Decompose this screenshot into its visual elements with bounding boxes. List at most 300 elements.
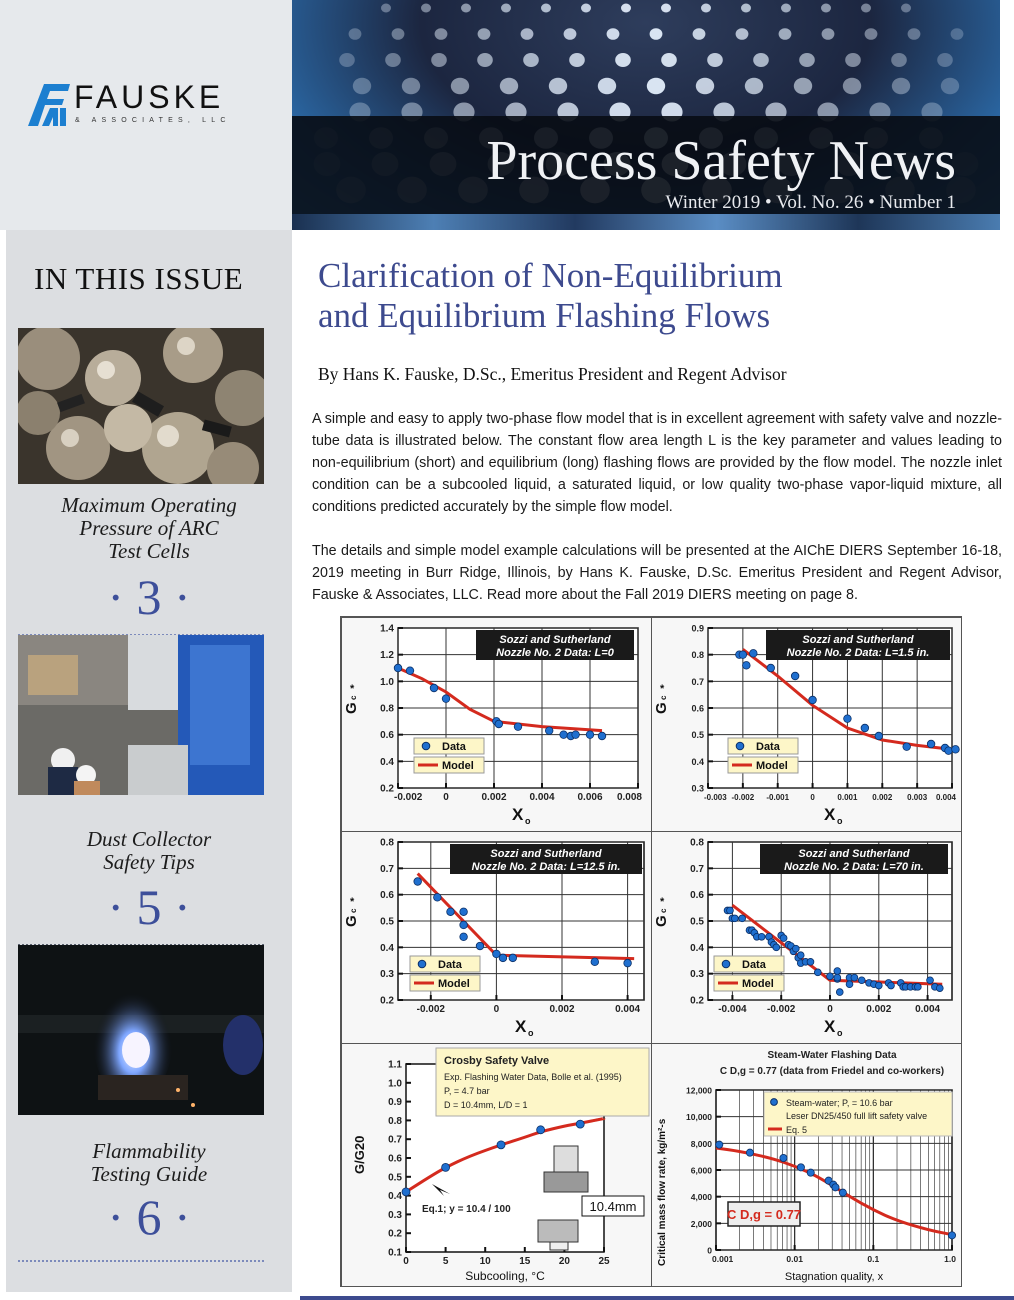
data-point (875, 982, 882, 989)
y-tick-label: 0.4 (388, 1191, 402, 1203)
data-point (739, 915, 746, 922)
banner-dot (385, 53, 401, 67)
x-tick-label: -0.002 (767, 1004, 796, 1015)
legend-title: Crosby Safety Valve (444, 1055, 550, 1067)
legend-line: Exp. Flashing Water Data, Bolle et al. (1995) (444, 1072, 622, 1082)
y-axis-label-sub: c (349, 908, 358, 913)
x-axis-label: X (512, 805, 524, 824)
chart-title-line: Nozzle No. 2 Data: L=1.5 in. (786, 647, 930, 659)
x-axis-label: X (515, 1017, 527, 1036)
data-point (545, 727, 553, 735)
arc-test-cells-photo[interactable] (18, 328, 264, 484)
y-tick-label: 0 (707, 1245, 712, 1256)
banner-dot (707, 53, 723, 67)
chart-title-line: C D,g = 0.77 (data from Friedel and co-workers) (719, 1066, 945, 1077)
story-title-line: Dust Collector (86, 827, 212, 851)
story-title-line: Pressure of ARC (79, 516, 219, 540)
x-tick-label: -0.004 (718, 1004, 747, 1015)
data-point (560, 731, 568, 739)
y-tick-label: 0.7 (691, 676, 704, 687)
data-point (442, 1163, 450, 1171)
y-tick-label: 0.2 (380, 995, 394, 1007)
banner-dot (661, 4, 671, 13)
story-title-dust[interactable] (6, 828, 292, 874)
x-tick-label: -0.002 (731, 793, 755, 802)
y-tick-label: 0.2 (380, 783, 394, 795)
data-point (394, 664, 402, 672)
banner-dot (477, 53, 493, 67)
article-title (318, 256, 783, 336)
banner-dot (353, 78, 371, 95)
y-tick-label: 1.1 (388, 1059, 402, 1071)
story-title-line: Test Cells (108, 539, 190, 563)
data-point (952, 746, 960, 754)
banner-dot (431, 53, 447, 67)
y-tick-label: 0.8 (691, 650, 704, 661)
banner-dot (779, 28, 792, 40)
data-point (731, 915, 738, 922)
valve-drawing-seat (538, 1220, 578, 1242)
article-paragraph: A simple and easy to apply two-phase flow model that is in excellent agreement with safety valve and nozzle-tube data is illustrated below. The constant flow area length L is the key parameter and values leading to non-equilibrium (short) and equilibrium (long) flashing flows are provided by the flow model. The nozzle inlet condition can be a subcooled liquid, a saturated liquid, or low quality two-phase vapor-liquid mixture, all conditions predicted accurately by the simple flow model. (312, 411, 1002, 515)
figure-grid (340, 616, 962, 1287)
legend-label: Data (442, 741, 466, 753)
data-point (936, 985, 943, 992)
masthead-banner (292, 0, 1000, 230)
logo-name: FAUSKE (74, 79, 225, 115)
banner-dot (349, 28, 362, 40)
banner-dot (901, 4, 911, 13)
data-point (758, 933, 765, 940)
banner-dot (794, 78, 812, 95)
chart-title-line: Sozzi and Sutherland (802, 634, 914, 646)
chart-steam (652, 1044, 961, 1286)
x-tick-label: 0.002 (481, 792, 507, 803)
legend-line: D = 10.4mm, L/D = 1 (444, 1100, 528, 1110)
y-tick-label: 0.4 (380, 942, 394, 954)
y-tick-label: 0.8 (690, 837, 704, 849)
chart-title-line: Sozzi and Sutherland (798, 848, 910, 860)
x-axis-label: X (824, 1017, 836, 1036)
x-tick-label: 0.004 (529, 792, 555, 803)
y-tick-label: 0.9 (691, 623, 704, 634)
legend-line: P, = 4.7 bar (444, 1086, 490, 1096)
y-tick-label: 0.2 (388, 1228, 402, 1240)
banner-dot (541, 4, 551, 13)
data-point (576, 1120, 584, 1128)
banner-dot (951, 28, 964, 40)
chart-title-line: Nozzle No. 2 Data: L=70 in. (784, 861, 924, 873)
data-point (624, 959, 632, 967)
banner-dot (564, 28, 577, 40)
y-axis-label: G (343, 915, 360, 927)
y-tick-label: 0.7 (380, 863, 394, 875)
chart-title-line: Sozzi and Sutherland (499, 634, 611, 646)
story-title-line: Testing Guide (90, 1162, 208, 1186)
y-tick-label: 0.3 (380, 969, 394, 981)
data-point (434, 894, 442, 902)
legend-label: Model (438, 978, 470, 990)
newsletter-title: Process Safety News (486, 130, 956, 192)
y-axis-label: G (343, 702, 360, 714)
logo-area (0, 0, 292, 230)
y-tick-label: 1.0 (388, 1078, 402, 1090)
chart-title-line: Nozzle No. 2 Data: L=12.5 in. (471, 861, 621, 873)
y-tick-label: 0.3 (388, 1209, 402, 1221)
data-point (743, 662, 751, 670)
chart-title-line: Steam-Water Flashing Data (767, 1050, 897, 1061)
banner-dot (736, 28, 749, 40)
data-point (927, 977, 934, 984)
banner-dot (693, 28, 706, 40)
dust-collector-photo[interactable] (18, 635, 264, 795)
logo-subtitle: & ASSOCIATES, LLC (75, 117, 231, 124)
data-point (948, 1232, 955, 1239)
data-point (844, 715, 852, 723)
x-axis-label: X (824, 805, 836, 824)
banner-dot (461, 4, 471, 13)
y-tick-label: 0.8 (380, 703, 394, 715)
banner-dot (892, 78, 910, 95)
x-tick-label: 0.002 (872, 793, 893, 802)
legend-label: Eq. 5 (786, 1125, 808, 1135)
banner-dot (421, 4, 431, 13)
sidebar-heading: IN THIS ISSUE (34, 261, 244, 296)
data-point (836, 989, 843, 996)
equation-annotation: Eq.1; y = 10.4 / 100 (422, 1204, 511, 1215)
y-tick-label: 0.8 (380, 837, 394, 849)
data-point (814, 969, 821, 976)
story-title-line: Maximum Operating (61, 493, 237, 517)
data-point (834, 974, 841, 981)
x-axis-label: Stagnation quality, x (784, 1271, 884, 1283)
y-tick-label: 0.9 (388, 1097, 402, 1109)
data-point (858, 977, 865, 984)
banner-dot (845, 53, 861, 67)
banner-dot (745, 78, 763, 95)
data-point (834, 968, 841, 975)
article-paragraph: The details and simple model example calculations will be presented at the AIChE DIERS September 16-18, 2019 meeting in Burr Ridge, Illinois, by Hans K. Fauske, D.Sc. Emeritus President and Regent Advisor, Fauske & Associates, LLC. Read more about the Fall 2019 DIERS meeting on page 8. (312, 543, 1002, 603)
x-axis-label-sub: o (837, 816, 843, 826)
y-tick-label: 0.5 (388, 1172, 402, 1184)
x-tick-label: 0 (493, 1004, 500, 1015)
arc-spheres-image (18, 328, 264, 484)
chart-l12-5 (342, 832, 651, 1043)
valve-drawing-nozzle (550, 1242, 568, 1250)
banner-dot (521, 28, 534, 40)
data-point (497, 1141, 505, 1149)
legend-marker-data (418, 960, 426, 968)
banner-dot (523, 53, 539, 67)
data-point (773, 944, 780, 951)
data-point (791, 672, 799, 680)
banner-dot (781, 4, 791, 13)
banner-dot (339, 53, 355, 67)
banner-dot (701, 4, 711, 13)
x-tick-label: 5 (442, 1256, 449, 1267)
divider (18, 1260, 264, 1262)
y-tick-label: 0.1 (388, 1247, 402, 1259)
y-tick-label: 0.3 (690, 969, 704, 981)
banner-dot (621, 4, 631, 13)
x-tick-label: 0.008 (616, 792, 642, 803)
data-point (537, 1126, 545, 1134)
y-axis-label-sub: c (659, 908, 668, 913)
data-point (430, 684, 438, 692)
data-point (807, 958, 814, 965)
data-point (832, 1184, 839, 1191)
x-tick-label: 0.002 (866, 1004, 892, 1015)
x-tick-label: 0.01 (786, 1254, 803, 1264)
banner-dot (696, 78, 714, 95)
story-page-number-dust[interactable]: · 5 · (107, 879, 191, 935)
chart-l1-5 (652, 618, 961, 831)
data-point (861, 724, 869, 732)
banner-dot (941, 78, 959, 95)
x-tick-label: 25 (598, 1256, 610, 1267)
data-point (414, 878, 422, 886)
banner-dot (861, 4, 871, 13)
story-title-arc[interactable] (6, 494, 292, 563)
x-tick-label: -0.002 (416, 1004, 445, 1015)
legend-label: Steam-water; P, = 10.6 bar (786, 1098, 893, 1108)
y-tick-label: 10,000 (686, 1112, 712, 1123)
chart-crosby (342, 1044, 651, 1286)
dust-collector-image (18, 635, 264, 795)
data-point (767, 664, 775, 672)
story-title-flammability[interactable] (6, 1140, 292, 1186)
legend-marker-data (771, 1099, 778, 1106)
data-point (945, 747, 953, 755)
banner-dot (650, 28, 663, 40)
data-point (586, 731, 594, 739)
x-tick-label: 0.004 (615, 1004, 641, 1015)
data-point (402, 1188, 410, 1196)
data-point (476, 942, 484, 950)
legend-label: Data (742, 959, 766, 971)
data-point (827, 973, 834, 980)
y-tick-label: 0.6 (380, 890, 394, 902)
y-axis-label: G (653, 915, 670, 927)
banner-dot (607, 28, 620, 40)
x-axis-label-sub: o (528, 1028, 534, 1038)
y-tick-label: 0.7 (690, 863, 704, 875)
data-point (460, 908, 468, 916)
data-point (746, 1149, 753, 1156)
data-point (903, 743, 911, 751)
data-point (727, 907, 734, 914)
legend-label: Model (442, 760, 474, 772)
x-tick-label: 0.004 (915, 1004, 941, 1015)
y-axis-label-sup: * (660, 683, 665, 695)
story-title-line: Safety Tips (103, 850, 195, 874)
chart-l0 (342, 618, 651, 831)
x-tick-label: 20 (558, 1256, 570, 1267)
legend-marker-data (736, 742, 744, 750)
banner-dot (822, 28, 835, 40)
y-tick-label: 6,000 (690, 1165, 712, 1176)
chart-title-line: Nozzle No. 2 Data: L=0 (496, 647, 614, 659)
data-point (797, 1164, 804, 1171)
y-tick-label: 1.0 (380, 676, 394, 688)
x-tick-label: 0 (403, 1256, 409, 1267)
legend-label: Data (756, 741, 780, 753)
banner-dot (865, 28, 878, 40)
x-tick-label: -0.003 (704, 793, 727, 802)
banner-dot (937, 53, 953, 67)
chart-title-line: Sozzi and Sutherland (490, 848, 602, 860)
story-page-number-flammability[interactable]: · 6 · (107, 1189, 191, 1245)
banner-dot (549, 78, 567, 95)
data-point (792, 945, 799, 952)
data-point (406, 667, 414, 675)
x-tick-label: 0 (827, 1004, 833, 1015)
x-tick-label: 0.003 (907, 793, 928, 802)
footer-bar (300, 1296, 1014, 1300)
x-tick-label: 0 (810, 793, 815, 802)
y-axis-label-sup: * (350, 896, 355, 908)
data-point (750, 650, 758, 658)
flame-test-photo[interactable] (18, 945, 264, 1115)
banner-dot (478, 28, 491, 40)
data-point (839, 1189, 846, 1196)
x-tick-label: 0.002 (549, 1004, 575, 1015)
x-axis-label: Subcooling, °C (465, 1269, 545, 1283)
data-point (927, 740, 935, 748)
data-point (807, 1169, 814, 1176)
banner-dot (435, 28, 448, 40)
chart-panel-l0 (341, 617, 652, 832)
y-axis-label-sup: * (350, 683, 355, 695)
x-axis-label-sub: o (525, 816, 531, 826)
issue-info: Winter 2019 • Vol. No. 26 • Number 1 (665, 192, 956, 213)
x-tick-label: 0.004 (935, 793, 956, 802)
banner-dot (615, 53, 631, 67)
data-point (780, 1154, 787, 1161)
data-point (739, 651, 747, 659)
x-tick-label: 0.001 (712, 1254, 734, 1264)
y-tick-label: 0.5 (690, 916, 704, 928)
x-tick-label: 1.0 (944, 1254, 956, 1264)
x-tick-label: 10 (479, 1256, 491, 1267)
banner-dot (821, 4, 831, 13)
legend-label: Data (438, 959, 462, 971)
x-tick-label: -0.002 (394, 792, 423, 803)
y-tick-label: 2,000 (690, 1218, 712, 1229)
y-axis-label-sub: c (349, 695, 358, 700)
data-point (509, 954, 517, 962)
y-tick-label: 0.5 (691, 730, 704, 741)
banner-dot (647, 78, 665, 95)
data-point (797, 952, 804, 959)
legend-label: Leser DN25/450 full lift safety valve (786, 1111, 928, 1121)
article-title-line: Clarification of Non-Equilibrium (318, 256, 783, 295)
banner-dot (891, 53, 907, 67)
banner-dot (843, 78, 861, 95)
banner-dot (569, 53, 585, 67)
y-tick-label: 0.3 (691, 783, 704, 794)
x-tick-label: 0 (443, 792, 449, 803)
chart-panel-l1-5 (651, 617, 962, 832)
banner-dot (381, 4, 391, 13)
data-point (716, 1141, 723, 1148)
banner-dot (581, 4, 591, 13)
chart-l70 (652, 832, 961, 1043)
y-tick-label: 0.6 (691, 703, 704, 714)
banner-dot (392, 28, 405, 40)
legend-label: Model (742, 978, 774, 990)
banner-dot (799, 53, 815, 67)
y-tick-label: 4,000 (690, 1192, 712, 1203)
legend-marker-data (722, 960, 730, 968)
y-tick-label: 1.2 (380, 650, 394, 662)
banner-dot (661, 53, 677, 67)
data-point (460, 921, 468, 929)
banner-dot (500, 78, 518, 95)
valve-drawing-body (544, 1172, 588, 1192)
banner-dot (741, 4, 751, 13)
y-tick-label: 1.4 (380, 623, 394, 635)
x-tick-label: -0.001 (766, 793, 790, 802)
y-tick-label: 0.8 (388, 1115, 402, 1127)
article-byline: By Hans K. Fauske, D.Sc., Emeritus President and Regent Advisor (318, 364, 787, 384)
story-title-line: Flammability (92, 1139, 206, 1163)
data-point (572, 731, 580, 739)
x-tick-label: 15 (519, 1256, 531, 1267)
y-tick-label: 0.6 (388, 1153, 402, 1165)
valve-drawing-top (554, 1146, 578, 1172)
banner-dot (402, 78, 420, 95)
x-tick-label: 0.001 (837, 793, 858, 802)
x-tick-label: 0.1 (867, 1254, 880, 1264)
y-axis-label: G/G20 (352, 1135, 367, 1174)
data-point (442, 695, 450, 703)
chart-panel-crosby (341, 1043, 652, 1287)
x-axis-label-sub: o (837, 1028, 843, 1038)
data-point (591, 958, 599, 966)
data-point (914, 983, 921, 990)
y-axis-label: Critical mass flow rate, kg/m²-s (657, 1118, 668, 1266)
annotation-label: C D,g = 0.77 (726, 1207, 802, 1222)
data-point (851, 974, 858, 981)
chart-panel-l12-5 (341, 831, 652, 1044)
y-tick-label: 12,000 (686, 1085, 712, 1096)
inset-label: 10.4mm (589, 1199, 637, 1214)
y-tick-label: 0.2 (690, 995, 704, 1007)
data-point (499, 954, 507, 962)
y-tick-label: 0.6 (380, 730, 394, 742)
banner-dot (501, 4, 511, 13)
y-axis-label: G (653, 702, 670, 714)
data-point (447, 908, 455, 916)
y-tick-label: 0.6 (690, 890, 704, 902)
company-logo[interactable] (18, 79, 268, 132)
data-point (460, 933, 468, 941)
data-point (598, 732, 606, 740)
y-tick-label: 0.5 (380, 916, 394, 928)
y-tick-label: 0.4 (380, 756, 394, 768)
data-point (846, 981, 853, 988)
y-tick-label: 0.4 (691, 756, 704, 767)
story-page-number-arc[interactable]: · 3 · (107, 569, 191, 625)
legend-marker-data (422, 742, 430, 750)
data-point (809, 696, 817, 704)
banner-dot (598, 78, 616, 95)
y-axis-label-sub: c (659, 695, 668, 700)
banner-bottom-strip (292, 214, 1000, 230)
chart-panel-steam (651, 1043, 962, 1287)
y-tick-label: 0.7 (388, 1134, 402, 1146)
fai-logo-icon (18, 84, 70, 126)
